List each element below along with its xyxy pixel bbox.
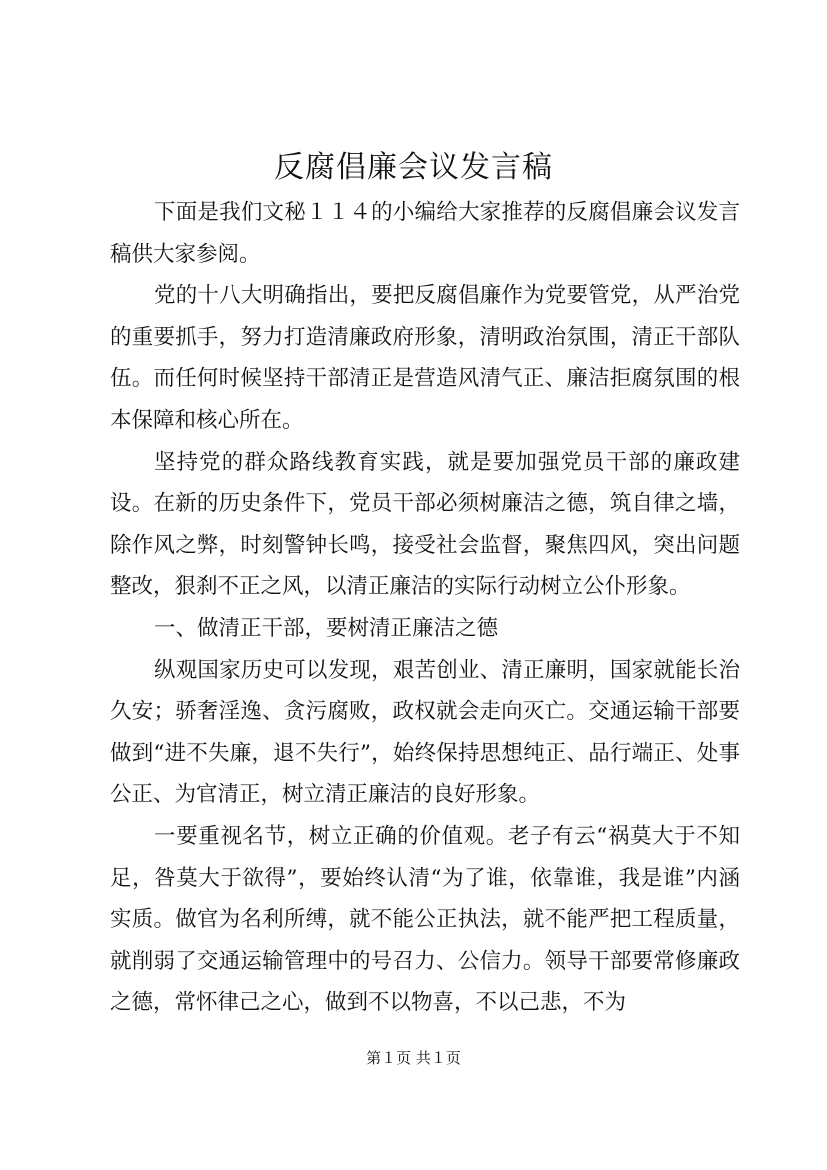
document-body — [110, 192, 740, 1024]
paragraph-3: 纵观国家历史可以发现，艰苦创业、清正廉明，国家就能长治久安；骄奢淫逸、贪污腐败，政权就会走向灭亡。交通运输干部要做到“进不失廉，退不失行”，始终保持思想纯正、品行端正、处事公正、为官清正，树立清正廉洁的良好形象。 — [110, 657, 740, 808]
paragraph-2: 坚持党的群众路线教育实践，就是要加强党员干部的廉政建设。在新的历史条件下，党员干部必须树廉洁之德，筑自律之墙，除作风之弊，时刻警钟长鸣，接受社会监督，聚焦四风，突出问题整改，狠刹不正之风，以清正廉洁的实际行动树立公仆形象。 — [110, 449, 740, 600]
page-number-footer: 第１页 共１页 — [366, 1049, 461, 1067]
document-title: 反腐倡廉会议发言稿 — [274, 150, 553, 185]
paragraph-1: 党的十八大明确指出，要把反腐倡廉作为党要管党，从严治党的重要抓手，努力打造清廉政府形象，清明政治氛围，清正干部队伍。而任何时候坚持干部清正是营造风清气正、廉洁拒腐氛围的根本保障和核心所在。 — [110, 283, 740, 433]
section-heading: 一、做清正干部，要树清正廉洁之德 — [154, 615, 499, 641]
paragraph-4: 一要重视名节，树立正确的价值观。老子有云“祸莫大于不知足，咎莫大于欲得”，要始终认清“为了谁，依靠谁，我是谁”内涵实质。做官为名利所缚，就不能公正执法，就不能严把工程质量，就削弱了交通运输管理中的号召力、公信力。领导干部要常修廉政之德，常怀律己之心，做到不以物喜，不以己悲，不为 — [110, 823, 740, 1016]
intro-paragraph: 下面是我们文秘１１４的小编给大家推荐的反腐倡廉会议发言稿供大家参阅。 — [110, 200, 740, 267]
